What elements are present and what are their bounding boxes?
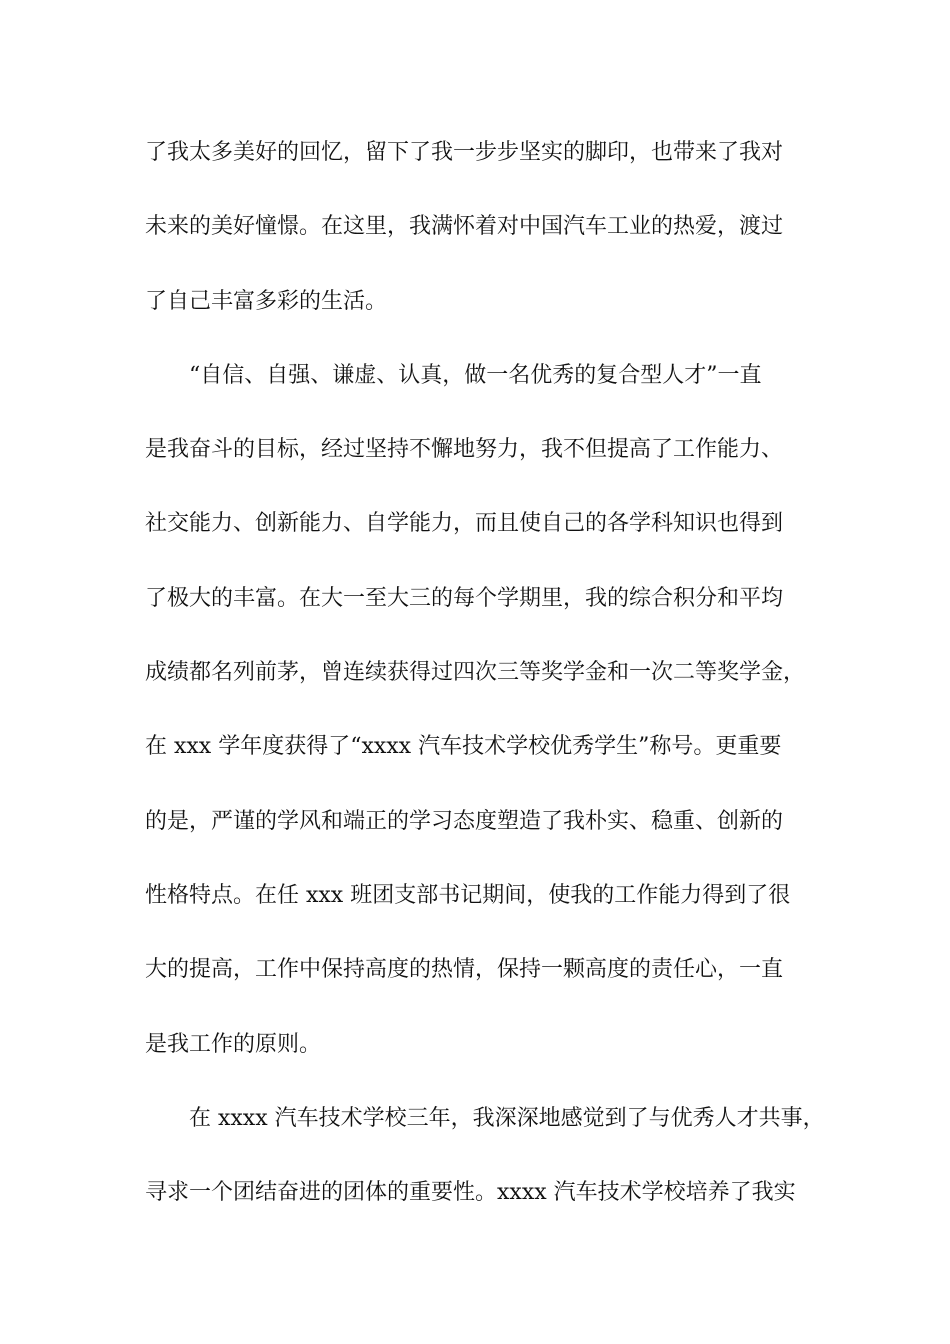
text-line: 大的提高，工作中保持高度的热情，保持一颗高度的责任心，一直: [145, 957, 784, 983]
text-line: 社交能力、创新能力、自学能力，而且使自己的各学科知识也得到: [145, 511, 784, 537]
body-text: [145, 128, 825, 1242]
text-line: 是我工作的原则。: [145, 1031, 322, 1057]
text-line: 性格特点。在任 xxx 班团支部书记期间，使我的工作能力得到了很: [145, 882, 791, 908]
text-line: 的是，严谨的学风和端正的学习态度塑造了我朴实、稳重、创新的: [145, 808, 784, 834]
text-line: 寻求一个团结奋进的团体的重要性。xxxx 汽车技术学校培养了我实: [145, 1180, 796, 1206]
text-line: 未来的美好憧憬。在这里，我满怀着对中国汽车工业的热爱，渡过: [145, 214, 784, 240]
text-line: 了我太多美好的回忆，留下了我一步步坚实的脚印，也带来了我对: [145, 140, 784, 165]
text-line: 成绩都名列前茅，曾连续获得过四次三等奖学金和一次二等奖学金，: [145, 660, 806, 686]
text-line: 在 xxx 学年度获得了“xxxx 汽车技术学校优秀学生”称号。更重要: [145, 734, 782, 760]
text-line: 了自己丰富多彩的生活。: [145, 288, 388, 314]
paragraph-start-line: “自信、自强、谦虚、认真，做一名优秀的复合型人才”一直: [189, 362, 762, 388]
text-line: 了极大的丰富。在大一至大三的每个学期里，我的综合积分和平均: [145, 585, 784, 611]
paragraph-start-line: 在 xxxx 汽车技术学校三年，我深深地感觉到了与优秀人才共事，: [189, 1105, 825, 1131]
text-line: 是我奋斗的目标，经过坚持不懈地努力，我不但提高了工作能力、: [145, 437, 784, 463]
